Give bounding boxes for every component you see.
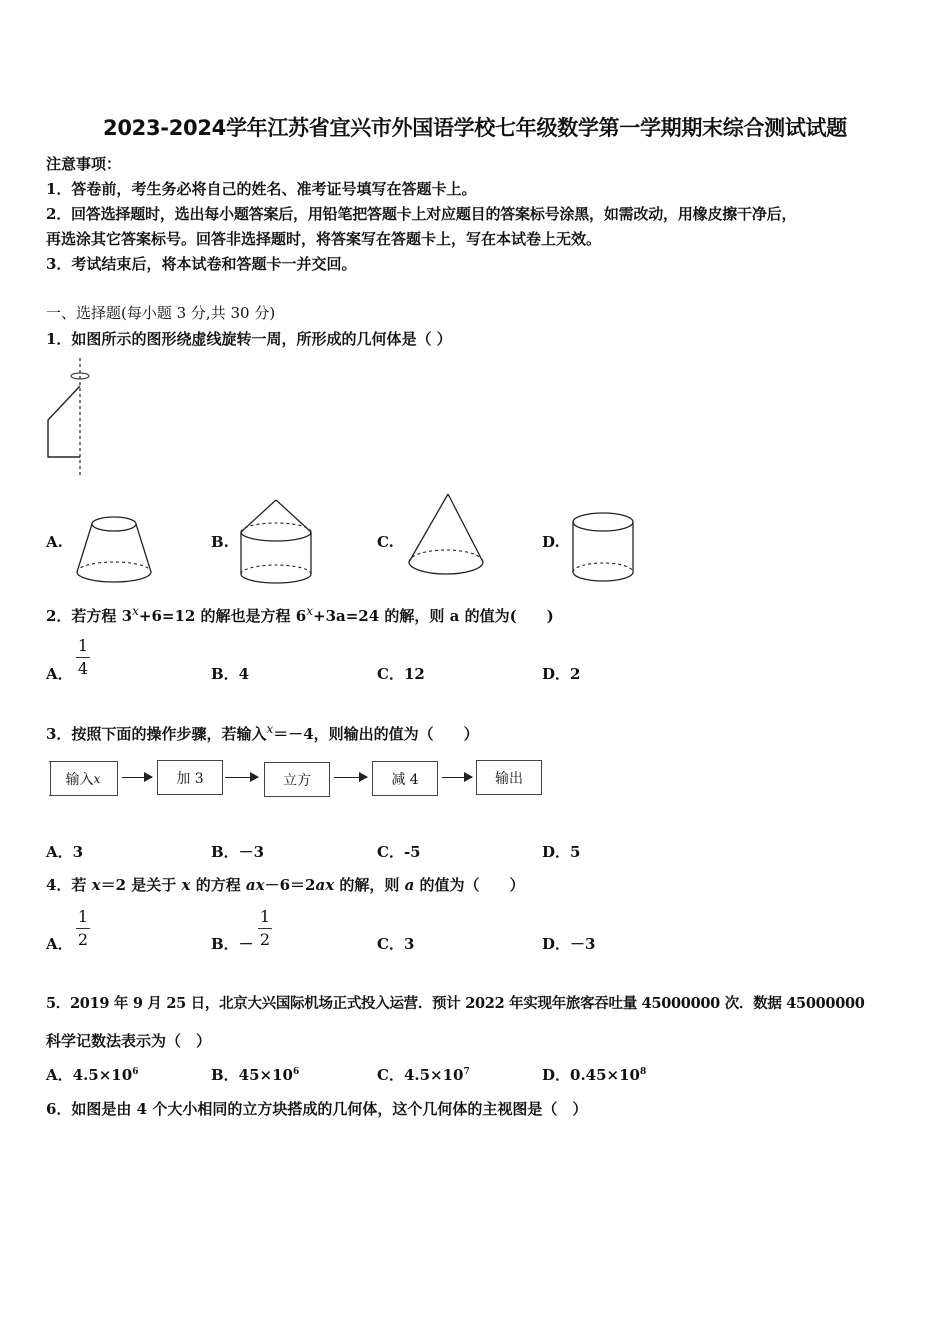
q5-stem-line-2: 科学记数法表示为（ ） (46, 1032, 212, 1050)
q5-option-a: A．$4.5\times 10^6$ (46, 1066, 139, 1084)
notice-line-2a: 2．回答选择题时，选出每小题答案后，用铅笔把答题卡上对应题目的答案标号涂黑，如需改动，用橡皮擦干净后， (46, 205, 797, 223)
q2-option-d: D．2 (542, 665, 581, 683)
q5-stem-line-1: 5．2019 年 9 月 25 日，北京大兴国际机场正式投入运营．预计 2022 年实现年旅客吞吐量 45000000 次．数据 45000000 (46, 995, 865, 1012)
q4-option-a: A． (46, 935, 73, 953)
cylinder-icon (568, 508, 640, 590)
cone-on-cylinder-icon (236, 496, 320, 588)
q1-stem: 1．如图所示的图形绕虚线旋转一周，所形成的几何体是（ ） (46, 330, 452, 348)
flow-box-input: 输入 x (49, 761, 118, 796)
q4-option-b: B．－ (211, 935, 254, 953)
notice-line-2b: 再选涂其它答案标号。回答非选择题时，将答案写在答题卡上，写在本试卷上无效。 (46, 230, 602, 248)
q5-option-c: C．$4.5\times 10^7$ (377, 1066, 470, 1084)
notice-line-1: 1．答卷前，考生务必将自己的姓名、准考证号填写在答题卡上。 (46, 180, 477, 198)
q4-option-c: C．3 (377, 935, 415, 953)
cone-icon (404, 490, 488, 588)
q2-stem: 2．若方程 $3^x+6=12$ 的解也是方程 $6^x+3a=24$ 的解，则 a 的值为( ) (46, 604, 554, 625)
notice-line-3: 3．考试结束后，将本试卷和答题卡一并交回。 (46, 255, 357, 273)
q3-option-b: B．－3 (211, 843, 265, 861)
q4-stem: 4．若 x＝2 是关于 x 的方程 ax－6＝2ax 的解，则 a 的值为（ ） (46, 876, 525, 894)
notice-heading: 注意事项： (46, 155, 122, 173)
q2-option-c: C．12 (377, 665, 425, 683)
q4-option-d: D．－3 (542, 935, 596, 953)
q4-fraction-a: 1 2 (77, 907, 89, 949)
frustum-icon (72, 510, 156, 588)
q1-label-b: B. (211, 533, 229, 551)
q2-fraction-a: 1 4 (77, 636, 89, 678)
flow-box-input-edge (50, 761, 51, 795)
q1-label-d: D. (542, 533, 560, 551)
q1-label-c: C. (377, 533, 394, 551)
flow-arrow-4 (442, 777, 472, 778)
flow-arrow-3 (334, 777, 367, 778)
flow-box-add: 加 3 (157, 760, 223, 795)
q1-label-a: A. (46, 533, 63, 551)
flow-arrow-1 (122, 777, 152, 778)
flow-arrow-2 (225, 777, 258, 778)
flow-box-output: 输出 (476, 760, 542, 795)
q3-stem: 3．按照下面的操作步骤，若输入$^x$＝－4，则输出的值为（ ） (46, 722, 479, 743)
q6-stem: 6．如图是由 4 个大小相同的立方块搭成的几何体，这个几何体的主视图是（ ） (46, 1100, 588, 1118)
q3-option-d: D．5 (542, 843, 581, 861)
q3-option-a: A．3 (46, 843, 84, 861)
q4-fraction-b: 1 2 (259, 907, 271, 949)
q3-option-c: C．-5 (377, 843, 421, 861)
q5-option-d: D．$0.45\times 10^8$ (542, 1066, 647, 1084)
q2-option-b: B．4 (211, 665, 250, 683)
q2-option-a: A． (46, 665, 73, 683)
flow-box-cube: 立方 (264, 762, 330, 797)
flow-box-subtract: 减 4 (372, 761, 438, 796)
q5-option-b: B．$45\times 10^6$ (211, 1066, 300, 1084)
q1-figure (40, 358, 100, 480)
page-title: 2023-2024学年江苏省宜兴市外国语学校七年级数学第一学期期末综合测试试题 (103, 116, 847, 140)
section-heading: 一、选择题(每小题 3 分,共 30 分) (46, 304, 276, 322)
